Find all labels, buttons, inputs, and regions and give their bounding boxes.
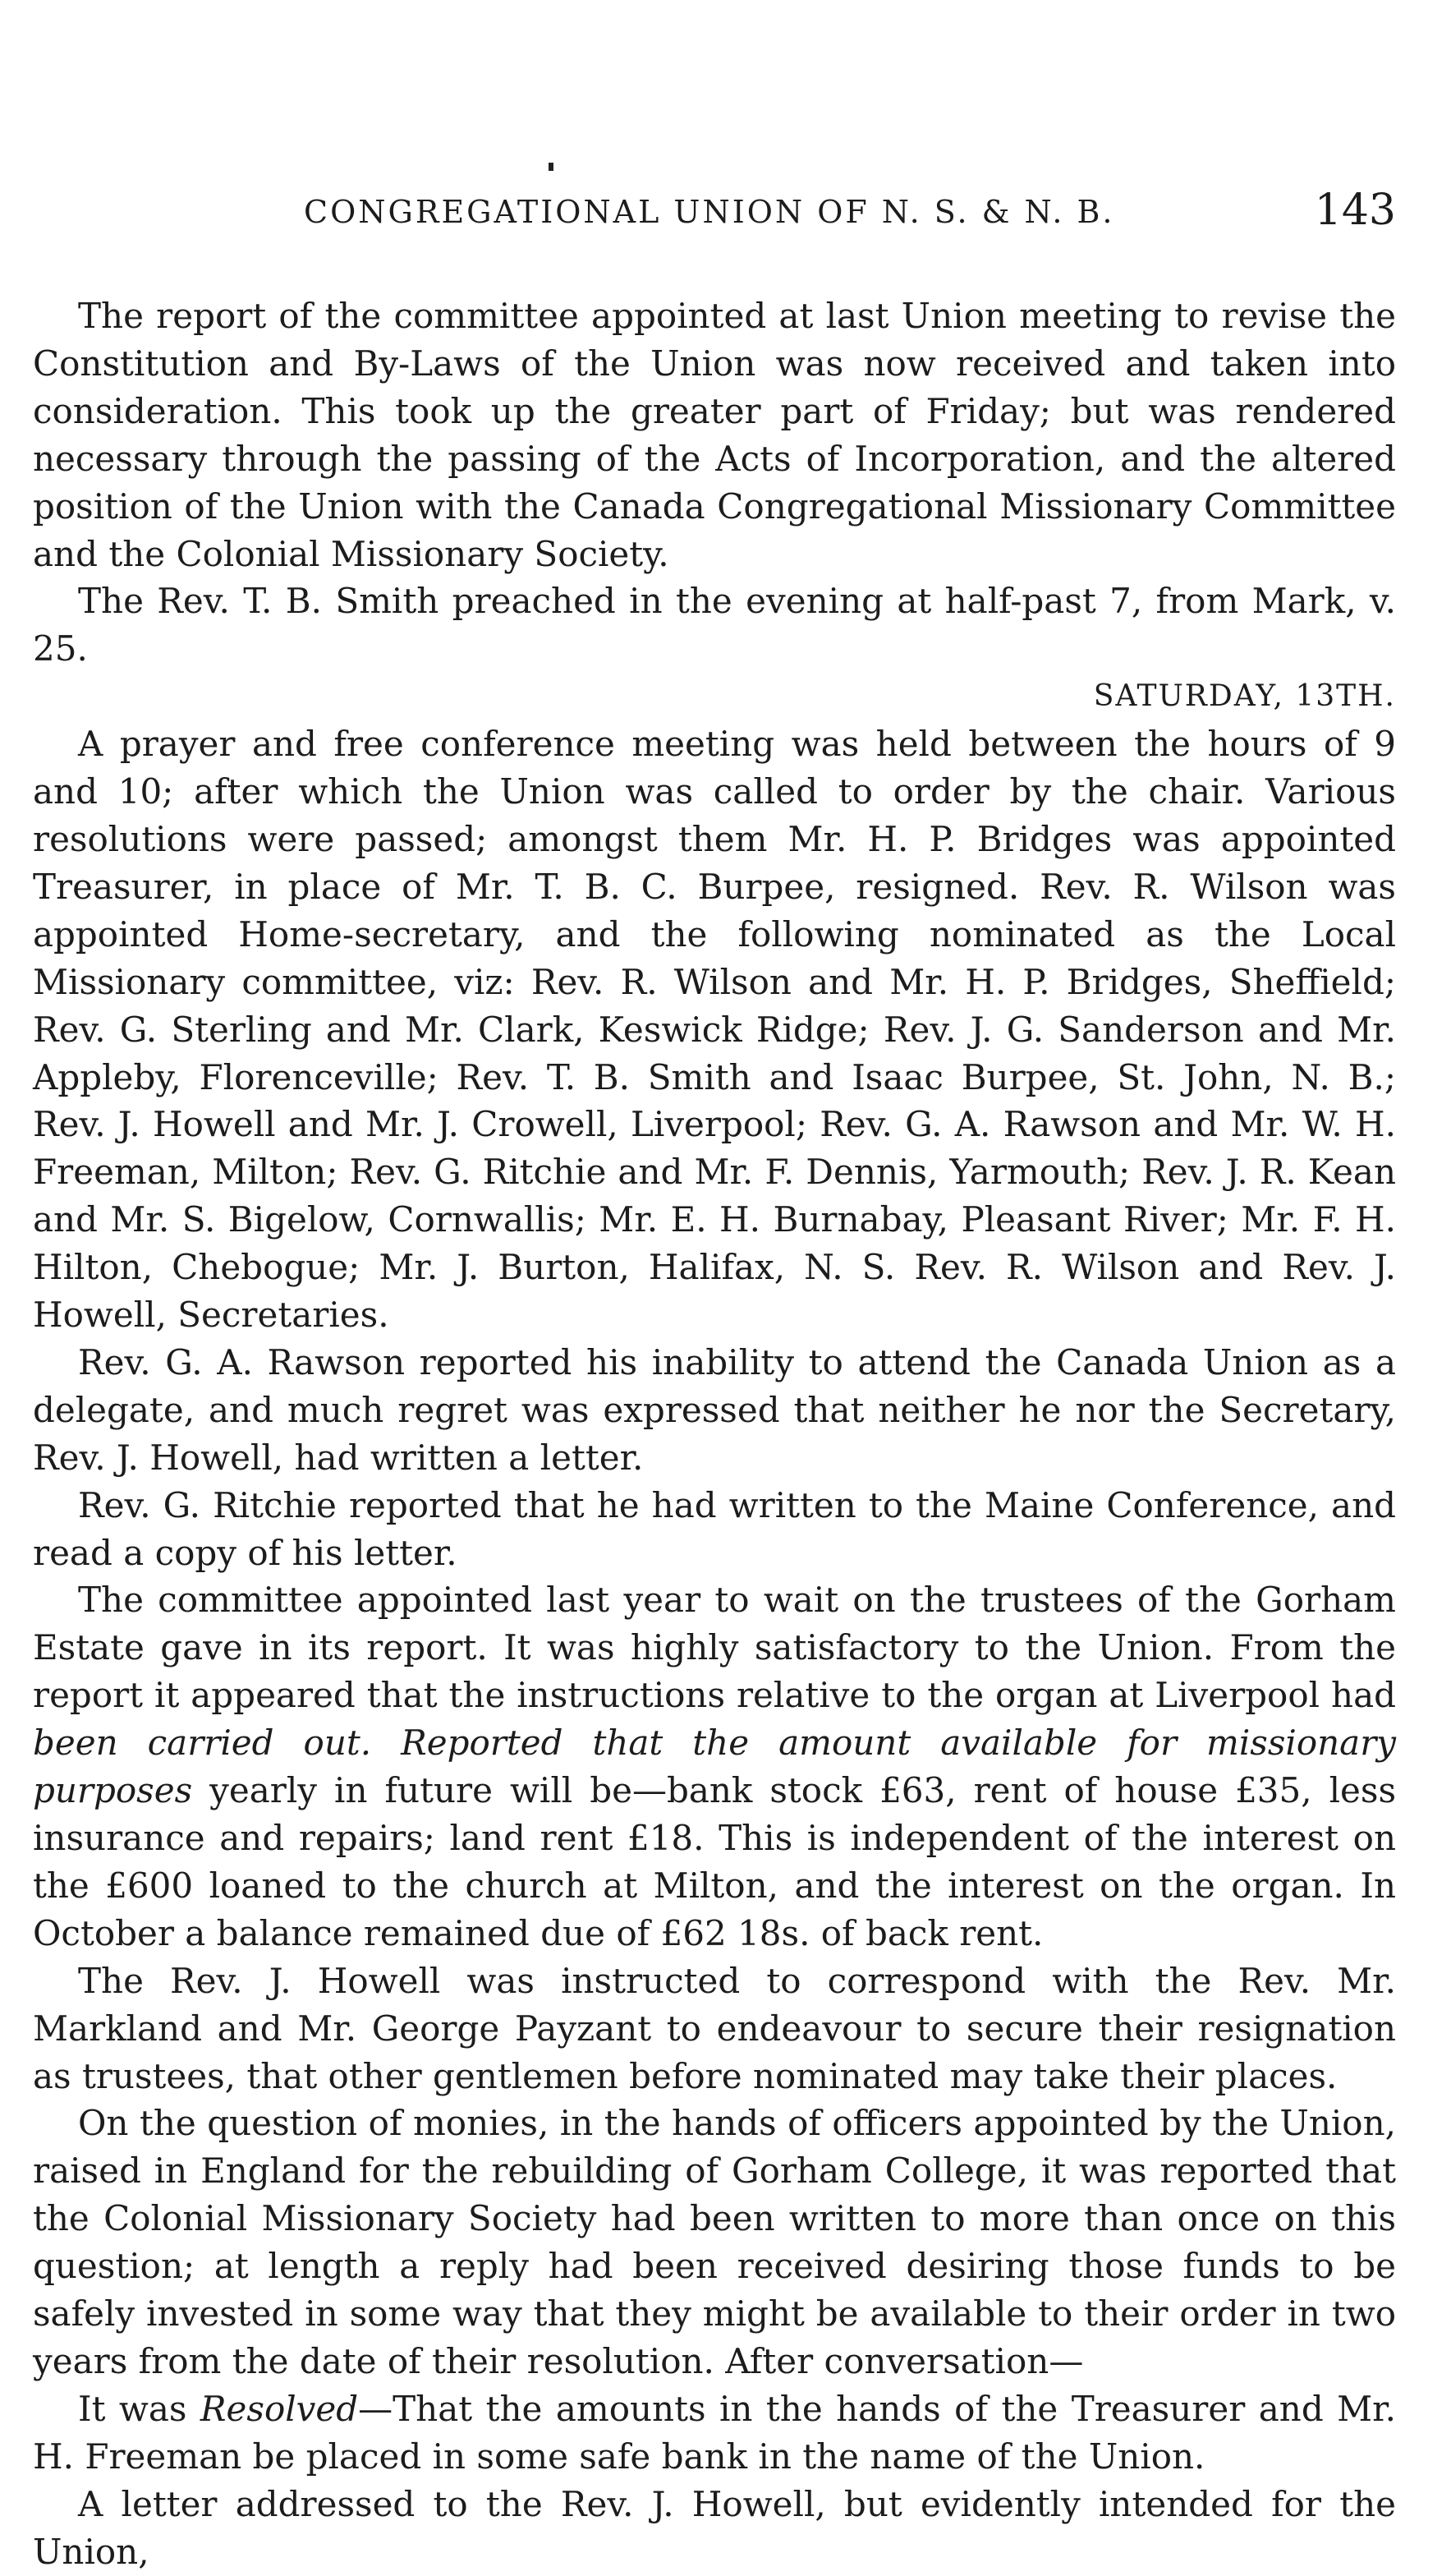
resolution-text-end: —That the amounts in the hands of the Treasurer and Mr. H. Freeman be placed in some safe bank in the name of the Union. (33, 2388, 1396, 2477)
gorham-text-italic: been carried out. Reported that the amount available for missionary purposes (33, 1723, 1396, 1811)
header-mark (549, 163, 553, 171)
resolution-text-start: It was (78, 2388, 200, 2429)
paragraph-evening-sermon: The Rev. T. B. Smith preached in the evening at half-past 7, from Mark, v. 25. (33, 581, 1396, 669)
document-body (33, 292, 1396, 2576)
date-heading: SATURDAY, 13TH. (1093, 679, 1396, 714)
paragraph-ritchie-report: Rev. G. Ritchie reported that he had written to the Maine Conference, and read a copy of his letter. (33, 1484, 1396, 1573)
paragraph-gorham-estate (33, 1576, 1396, 1957)
page-header (33, 186, 1396, 251)
resolved-word: Resolved (200, 2388, 359, 2429)
paragraph-resolutions: A prayer and free conference meeting was held between the hours of 9 and 10; after which the Union was called to order by the chair. Various resolutions were passed; amongst them Mr. H. P. Bridges was appointed Treasurer, in place of Mr. T. B. C. Burpee, resigned. Rev. R. Wilson was appointed Home-secretary, and the following nominated as the Local Missionary committee, viz: Rev. R. Wilson and Mr. H. P. Bridges, Sheffield; Rev. G. Sterling and Mr. Clark, Keswick Ridge; Rev. J. G. Sanderson and Mr. Appleby, Florenceville; Rev. T. B. Smith and Isaac Burpee, St. John, N. B.; Rev. J. Howell and Mr. J. Crowell, Liverpool; Rev. G. A. Rawson and Mr. W. H. Freeman, Milton; Rev. G. Ritchie and Mr. F. Dennis, Yarmouth; Rev. J. R. Kean and Mr. S. Bigelow, Cornwallis; Mr. E. H. Burnabay, Pleasant River; Mr. F. H. Hilton, Chebogue; Mr. J. Burton, Halifax, N. S. Rev. R. Wilson and Rev. J. Howell, Secretaries. (33, 724, 1396, 1336)
running-title: CONGREGATIONAL UNION OF N. S. & N. B. (304, 194, 1115, 230)
paragraph-rawson-report: Rev. G. A. Rawson reported his inability to attend the Canada Union as a delegate, and much regret was expressed that neither he nor the Secretary, Rev. J. Howell, had written a letter. (33, 1341, 1396, 1478)
paragraph-letter: A letter addressed to the Rev. J. Howell, but evidently intended for the Union, (33, 2483, 1396, 2572)
page-number: 143 (1314, 186, 1396, 235)
paragraph-howell-instruction: The Rev. J. Howell was instructed to correspond with the Rev. Mr. Markland and Mr. George Payzant to endeavour to secure their resignation as trustees, that other gentlemen before nominated may take their places. (33, 1960, 1396, 2096)
paragraph-resolution (33, 2385, 1396, 2481)
paragraph-constitution-report: The report of the committee appointed at last Union meeting to revise the Constitution and By-Laws of the Union was now received and taken into consideration. This took up the greater part of Friday; but was rendered necessary through the passing of the Acts of Incorporation, and the altered position of the Union with the Canada Congregational Missionary Committee and the Colonial Missionary Society. (33, 296, 1396, 574)
paragraph-monies-question: On the question of monies, in the hands of officers appointed by the Union, raised in England for the rebuilding of Gorham College, it was reported that the Colonial Missionary Society had been written to more than once on this question; at length a reply had been received desiring those funds to be safely invested in some way that they might be available to their order in two years from the date of their resolution. After conversation— (33, 2103, 1396, 2381)
gorham-text-start: The committee appointed last year to wait on the trustees of the Gorham Estate gave in its report. It was highly satisfactory to the Union. From the report it appeared that the instructions relative to the organ at Liverpool had (33, 1580, 1396, 1716)
gorham-text-end: yearly in future will be—bank stock £63, rent of house £35, less insurance and repairs; land rent £18. This is independent of the interest on the £600 loaned to the church at Milton, and the interest on the organ. In October a balance remained due of £62 18s. of back rent. (33, 1770, 1396, 1953)
